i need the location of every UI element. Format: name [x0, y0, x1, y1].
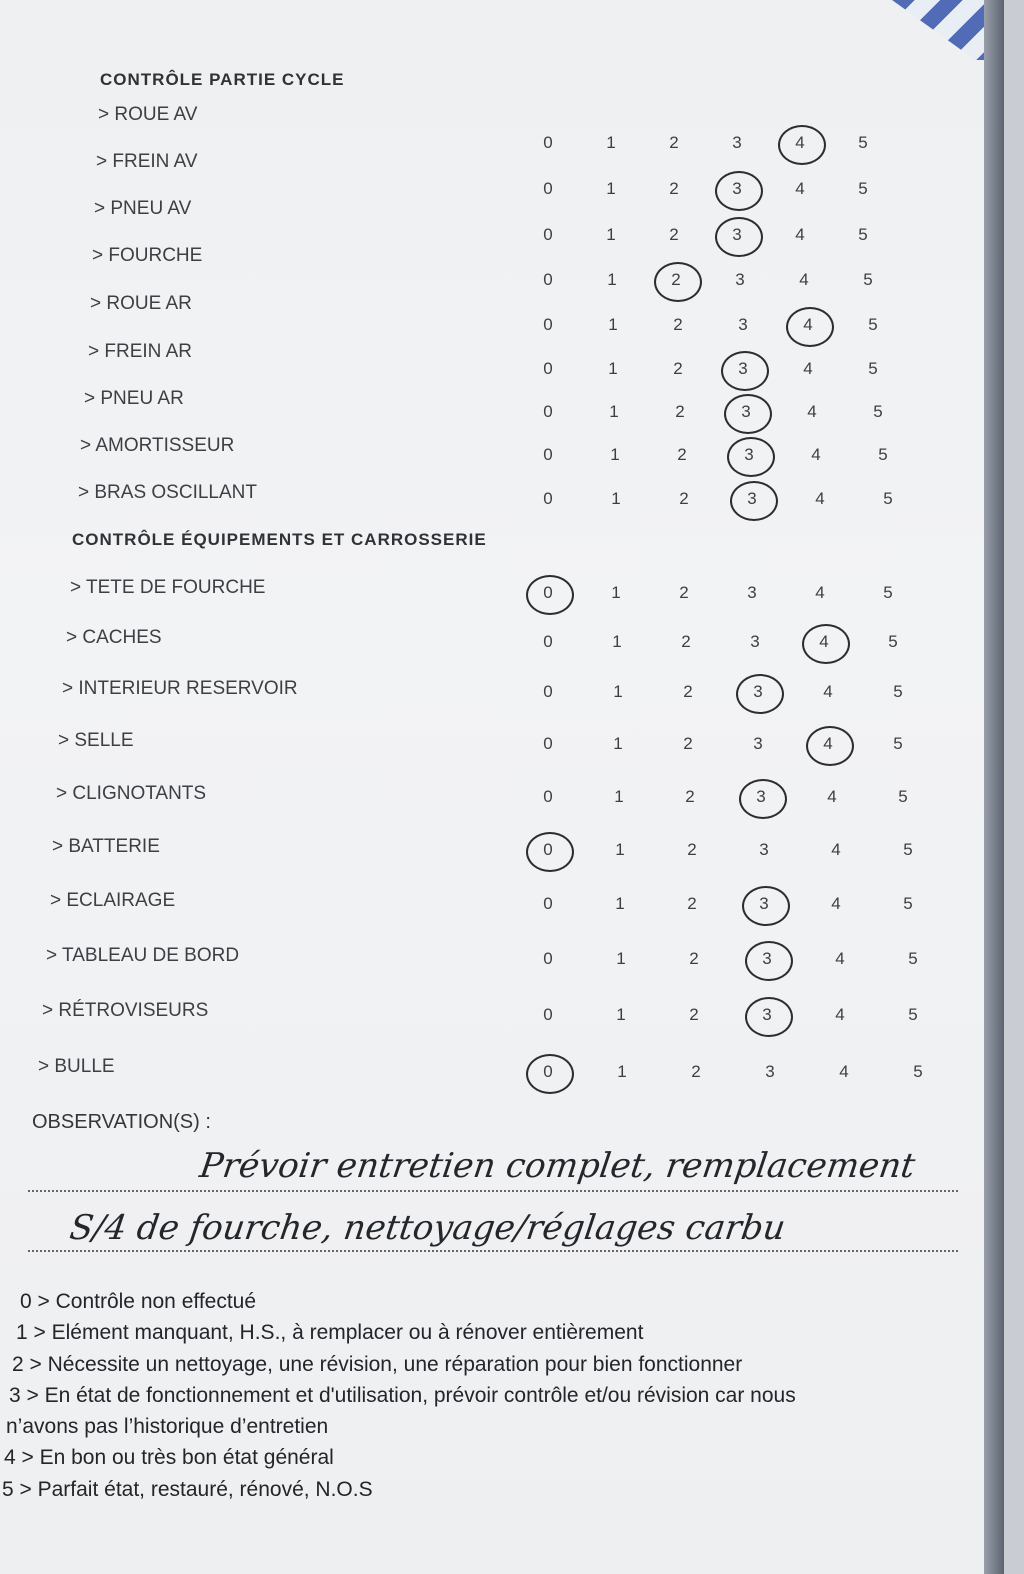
- item-label: > ECLAIRAGE: [50, 890, 176, 911]
- score-option[interactable]: 2: [689, 1005, 699, 1024]
- score-option[interactable]: 5: [903, 840, 913, 859]
- legend-3: 3 > En état de fonctionnement et d'utilisation, prévoir contrôle et/ou révision car nous: [9, 1384, 796, 1407]
- score-option[interactable]: 3: [765, 1062, 775, 1081]
- score-option[interactable]: 3: [735, 270, 745, 289]
- item-label: > ROUE AR: [90, 293, 192, 314]
- score-option[interactable]: 1: [616, 949, 626, 968]
- score-option[interactable]: 0: [543, 133, 553, 152]
- score-option[interactable]: 4: [835, 1005, 845, 1024]
- score-option[interactable]: 4: [807, 402, 817, 421]
- item-label: > BULLE: [38, 1056, 115, 1077]
- score-option[interactable]: 0: [543, 734, 553, 753]
- score-option[interactable]: 5: [868, 359, 878, 378]
- background-fabric: [844, 0, 1004, 60]
- score-option[interactable]: 0: [543, 632, 553, 651]
- score-option[interactable]: 1: [611, 489, 621, 508]
- score-option[interactable]: 5: [883, 583, 893, 602]
- score-option[interactable]: 1: [614, 787, 624, 806]
- item-label: > SELLE: [58, 730, 134, 751]
- score-option[interactable]: 2: [683, 682, 693, 701]
- score-option[interactable]: 4: [815, 489, 825, 508]
- score-option[interactable]: 5: [898, 787, 908, 806]
- score-option[interactable]: 4: [803, 359, 813, 378]
- score-option[interactable]: 3: [753, 734, 763, 753]
- score-option[interactable]: 0: [543, 445, 553, 464]
- score-option[interactable]: 2: [669, 179, 679, 198]
- score-option[interactable]: 0: [543, 270, 553, 289]
- score-option[interactable]: 0: [543, 894, 553, 913]
- score-option-circled[interactable]: 3: [725, 220, 749, 250]
- observations-label: OBSERVATION(S) :: [32, 1111, 211, 1133]
- score-option-circled[interactable]: 3: [740, 484, 764, 514]
- legend-0: 0 > Contrôle non effectué: [20, 1290, 257, 1313]
- score-option-circled[interactable]: 3: [725, 174, 749, 204]
- score-option[interactable]: 5: [858, 133, 868, 152]
- section-title-equipment: CONTRÔLE ÉQUIPEMENTS ET CARROSSERIE: [72, 530, 487, 549]
- score-option[interactable]: 5: [858, 225, 868, 244]
- score-option[interactable]: 3: [747, 583, 757, 602]
- score-option-circled[interactable]: 3: [731, 354, 755, 384]
- legend-3-continued: n’avons pas l’historique d’entretien: [6, 1415, 329, 1438]
- score-option[interactable]: 4: [831, 840, 841, 859]
- score-option[interactable]: 0: [543, 315, 553, 334]
- score-option[interactable]: 1: [612, 632, 622, 651]
- item-label: > TABLEAU DE BORD: [46, 945, 240, 966]
- item-label: > CLIGNOTANTS: [56, 783, 207, 804]
- score-option[interactable]: 5: [883, 489, 893, 508]
- item-label: > BRAS OSCILLANT: [78, 482, 257, 503]
- legend-4: 4 > En bon ou très bon état général: [4, 1446, 334, 1469]
- score-option[interactable]: 0: [543, 682, 553, 701]
- item-label: > CACHES: [66, 627, 162, 648]
- score-option[interactable]: 5: [903, 894, 913, 913]
- score-option[interactable]: 3: [750, 632, 760, 651]
- score-option[interactable]: 5: [893, 682, 903, 701]
- score-option[interactable]: 4: [827, 787, 837, 806]
- score-option[interactable]: 5: [893, 734, 903, 753]
- score-option[interactable]: 1: [606, 179, 616, 198]
- score-option[interactable]: 4: [811, 445, 821, 464]
- observation-line-1: [28, 1190, 958, 1192]
- score-option[interactable]: 4: [815, 583, 825, 602]
- handwritten-observation-2: S/4 de fourche, nettoyage/réglages carbu: [67, 1208, 788, 1248]
- score-option-circled[interactable]: 3: [746, 677, 770, 707]
- score-option[interactable]: 5: [908, 949, 918, 968]
- score-option[interactable]: 1: [607, 270, 617, 289]
- score-option-circled[interactable]: 3: [752, 889, 776, 919]
- score-option[interactable]: 0: [543, 225, 553, 244]
- score-option[interactable]: 5: [878, 445, 888, 464]
- score-option[interactable]: 5: [888, 632, 898, 651]
- score-option[interactable]: 3: [738, 315, 748, 334]
- score-option[interactable]: 0: [543, 489, 553, 508]
- score-option-circled[interactable]: 4: [816, 729, 840, 759]
- score-option[interactable]: 0: [543, 1005, 553, 1024]
- score-option[interactable]: 2: [687, 840, 697, 859]
- score-option-circled[interactable]: 4: [812, 627, 836, 657]
- score-option[interactable]: 4: [839, 1062, 849, 1081]
- observation-line-2: [28, 1250, 958, 1252]
- item-label: > ROUE AV: [98, 104, 198, 125]
- item-label: > AMORTISSEUR: [80, 435, 235, 456]
- score-option-circled[interactable]: 3: [737, 440, 761, 470]
- score-option[interactable]: 2: [683, 734, 693, 753]
- score-option[interactable]: 2: [669, 133, 679, 152]
- score-option[interactable]: 5: [908, 1005, 918, 1024]
- score-option[interactable]: 1: [610, 445, 620, 464]
- score-option[interactable]: 0: [543, 787, 553, 806]
- score-option[interactable]: 2: [677, 445, 687, 464]
- score-option[interactable]: 1: [616, 1005, 626, 1024]
- score-option[interactable]: 1: [613, 682, 623, 701]
- score-option[interactable]: 5: [858, 179, 868, 198]
- section-title-cycle: CONTRÔLE PARTIE CYCLE: [100, 70, 345, 89]
- score-option[interactable]: 1: [615, 840, 625, 859]
- paper-edge-shadow: [984, 0, 1004, 1574]
- score-option-circled[interactable]: 3: [755, 944, 779, 974]
- item-label: > FREIN AV: [96, 151, 198, 172]
- score-option-circled[interactable]: 3: [734, 397, 758, 427]
- item-label: > FREIN AR: [88, 341, 192, 362]
- score-option[interactable]: 4: [835, 949, 845, 968]
- handwritten-observation-1: Prévoir entretien complet, remplacement: [197, 1146, 918, 1186]
- score-option[interactable]: 2: [673, 315, 683, 334]
- score-option[interactable]: 2: [673, 359, 683, 378]
- score-option[interactable]: 4: [799, 270, 809, 289]
- score-option[interactable]: 0: [543, 359, 553, 378]
- score-option[interactable]: 4: [795, 225, 805, 244]
- legend-1: 1 > Elément manquant, H.S., à remplacer ou à rénover entièrement: [16, 1321, 644, 1344]
- score-option[interactable]: 2: [685, 787, 695, 806]
- score-option[interactable]: 2: [679, 489, 689, 508]
- score-option[interactable]: 4: [831, 894, 841, 913]
- item-label: > PNEU AR: [84, 388, 184, 409]
- score-option[interactable]: 3: [759, 840, 769, 859]
- score-option[interactable]: 1: [608, 359, 618, 378]
- score-option[interactable]: 3: [732, 133, 742, 152]
- score-option[interactable]: 2: [681, 632, 691, 651]
- item-label: > BATTERIE: [52, 836, 160, 857]
- score-option-circled[interactable]: 3: [749, 782, 773, 812]
- score-option-circled[interactable]: 3: [755, 1000, 779, 1030]
- score-option[interactable]: 2: [687, 894, 697, 913]
- score-option-circled[interactable]: 0: [536, 835, 560, 865]
- legend-5: 5 > Parfait état, restauré, rénové, N.O.S: [2, 1478, 373, 1501]
- score-option[interactable]: 1: [613, 734, 623, 753]
- score-option[interactable]: 0: [543, 402, 553, 421]
- legend-2: 2 > Nécessite un nettoyage, une révision, une réparation pour bien fonctionner: [12, 1353, 743, 1376]
- item-label: > RÉTROVISEURS: [42, 1000, 209, 1021]
- score-option[interactable]: 1: [608, 315, 618, 334]
- score-option[interactable]: 5: [868, 315, 878, 334]
- item-label: > FOURCHE: [92, 245, 203, 266]
- score-option[interactable]: 2: [691, 1062, 701, 1081]
- score-option-circled[interactable]: 0: [536, 578, 560, 608]
- item-label: > TETE DE FOURCHE: [70, 577, 266, 598]
- item-label: > PNEU AV: [94, 198, 192, 219]
- score-option[interactable]: 4: [795, 179, 805, 198]
- score-option[interactable]: 1: [617, 1062, 627, 1081]
- score-option[interactable]: 5: [873, 402, 883, 421]
- score-option[interactable]: 1: [606, 133, 616, 152]
- score-option-circled[interactable]: 2: [664, 265, 688, 295]
- score-option[interactable]: 2: [689, 949, 699, 968]
- score-option[interactable]: 0: [543, 949, 553, 968]
- score-option[interactable]: 5: [913, 1062, 923, 1081]
- score-option[interactable]: 2: [679, 583, 689, 602]
- score-option[interactable]: 1: [615, 894, 625, 913]
- score-option[interactable]: 4: [823, 682, 833, 701]
- score-option[interactable]: 1: [609, 402, 619, 421]
- score-option[interactable]: 2: [675, 402, 685, 421]
- score-option-circled[interactable]: 4: [788, 128, 812, 158]
- item-label: > INTERIEUR RESERVOIR: [62, 678, 298, 699]
- score-option[interactable]: 2: [669, 225, 679, 244]
- score-option[interactable]: 1: [606, 225, 616, 244]
- score-option[interactable]: 1: [611, 583, 621, 602]
- score-option-circled[interactable]: 0: [536, 1057, 560, 1087]
- score-option-circled[interactable]: 4: [796, 310, 820, 340]
- score-option[interactable]: 0: [543, 179, 553, 198]
- score-option[interactable]: 5: [863, 270, 873, 289]
